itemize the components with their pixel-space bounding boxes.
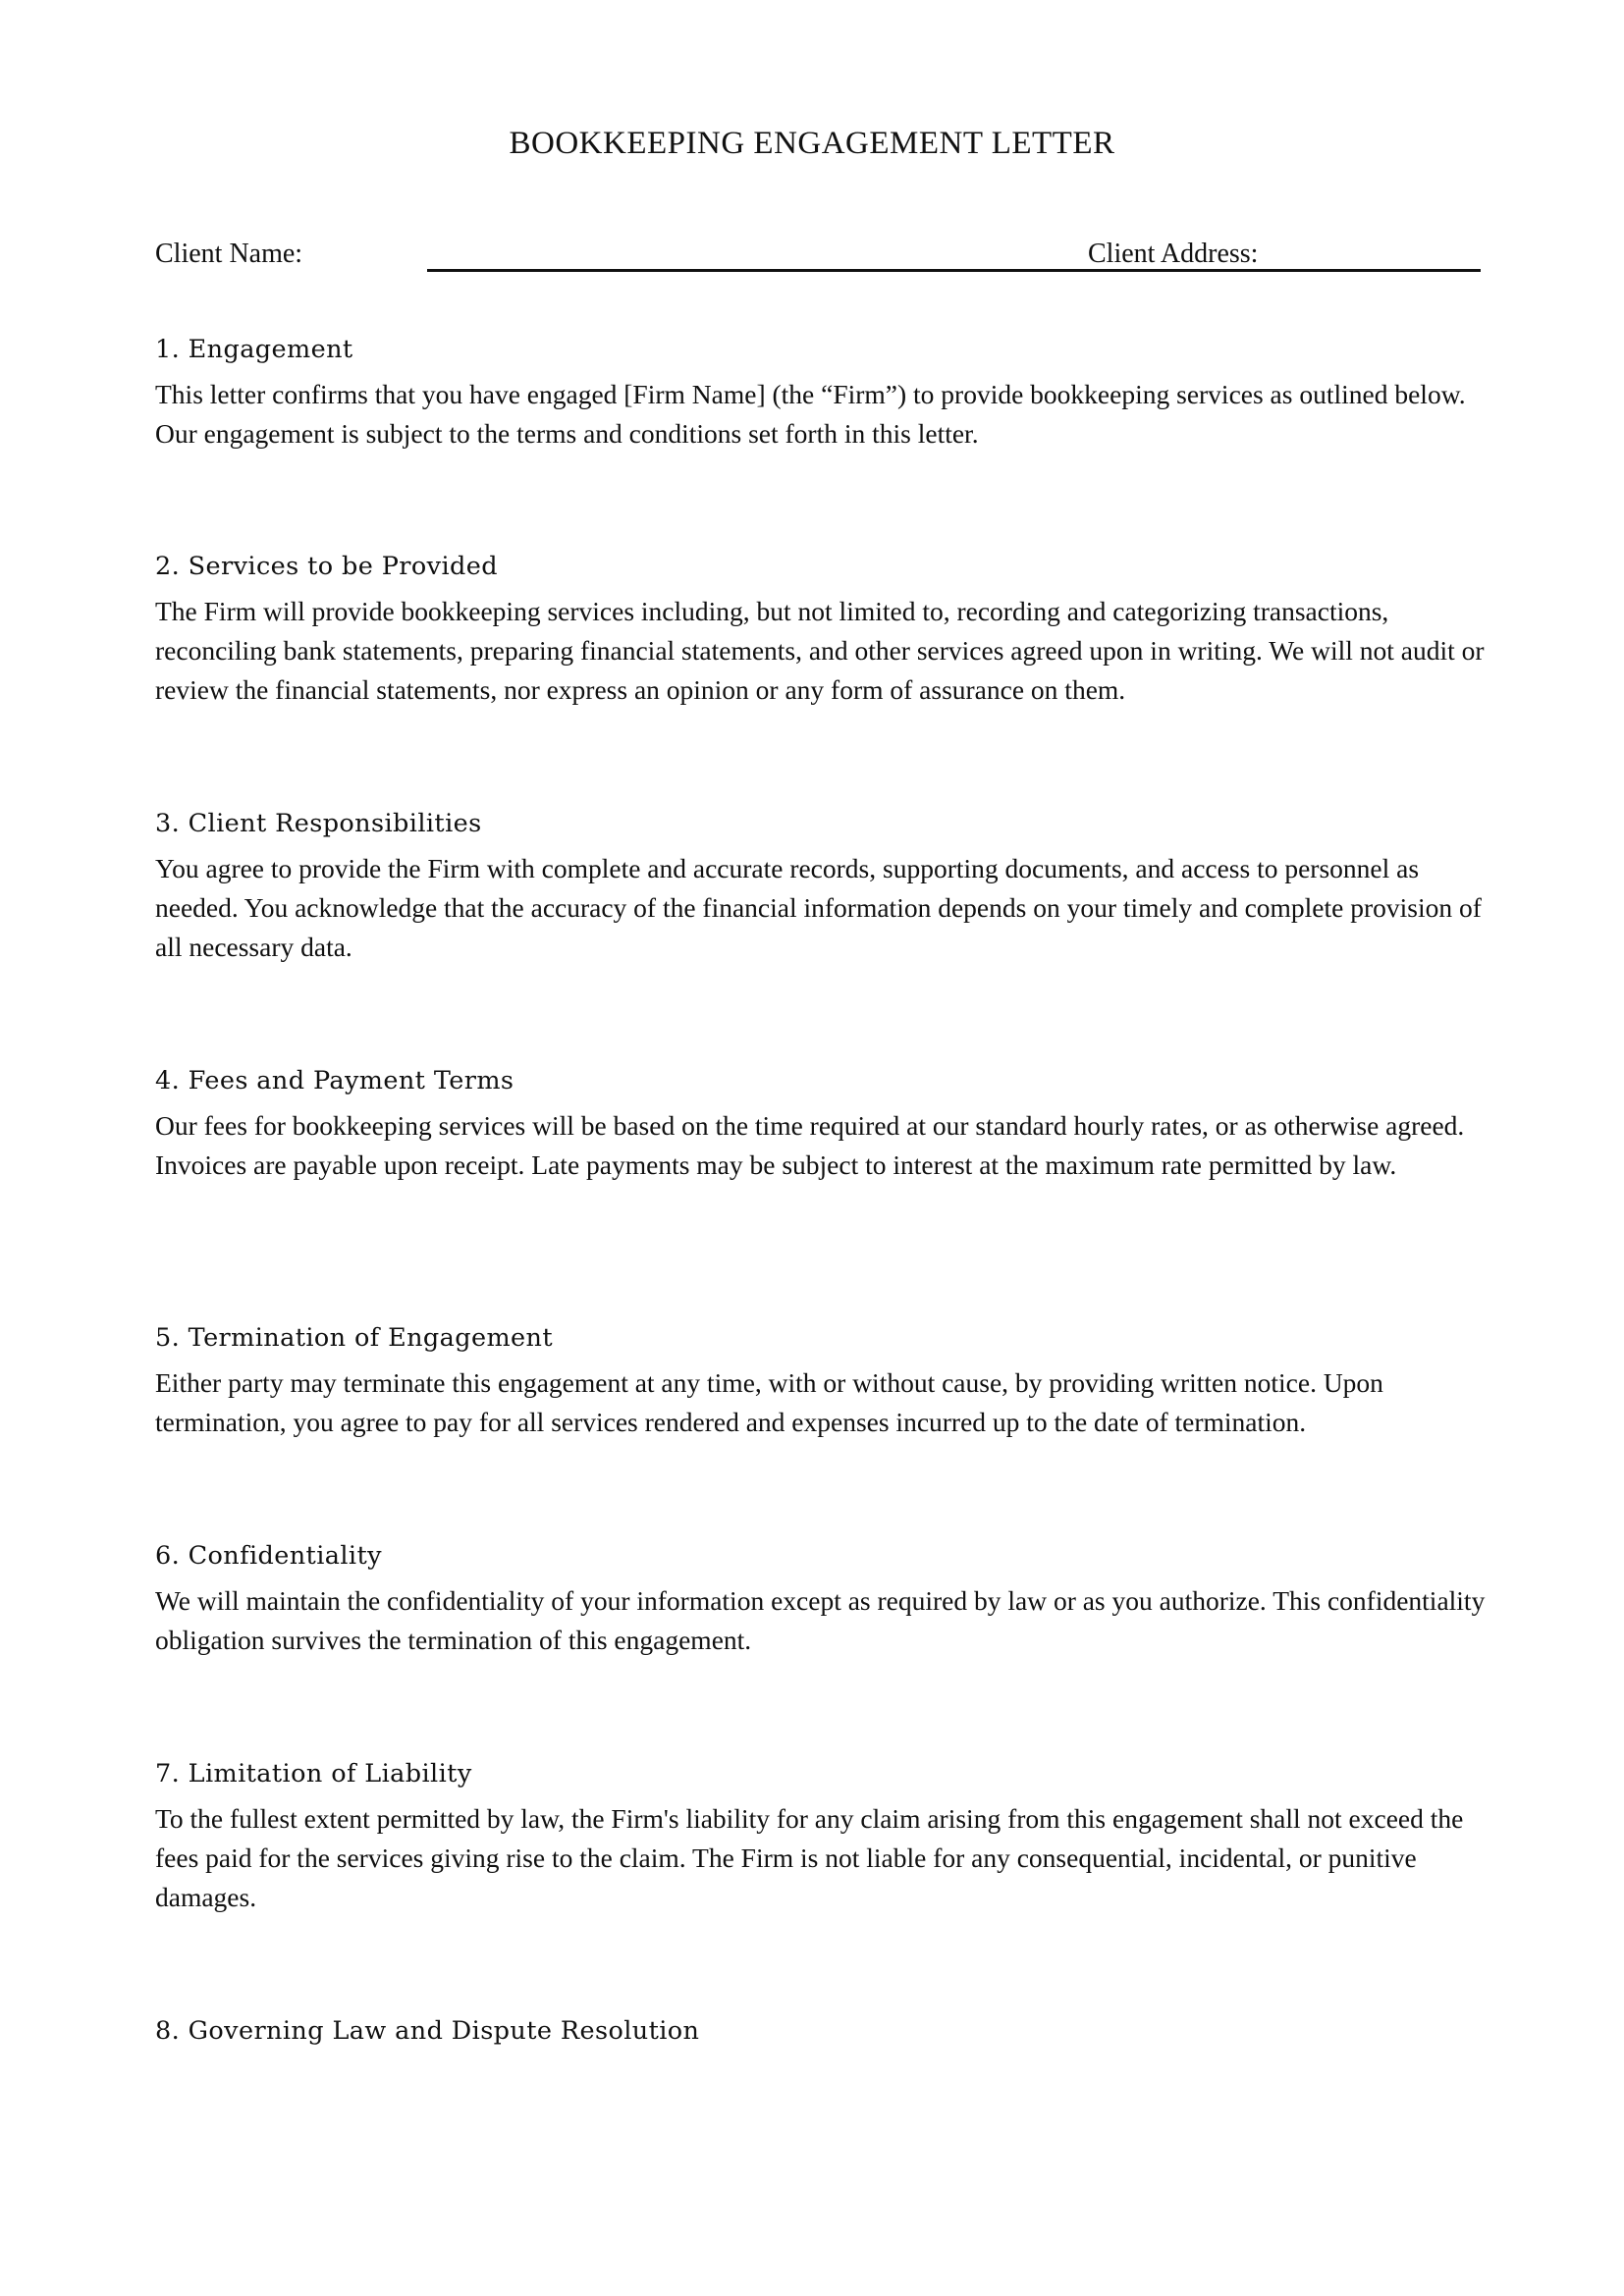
section-confidentiality: [155, 1538, 1486, 1660]
section-body: Either party may terminate this engagement at any time, with or without cause, by providing written notice. Upon termination, you agree to pay for all services rendered and expenses incurred up to the date of termination.: [155, 1367, 1383, 1437]
section-services: [155, 549, 1486, 710]
client-name-label: Client Name:: [155, 239, 303, 269]
section-body: The Firm will provide bookkeeping services including, but not limited to, recording and categorizing transactions, reconciling bank statements, preparing financial statements, and other services agreed upon in writing. We will not audit or review the financial statements, nor express an opinion or any form of assurance on them.: [155, 596, 1485, 705]
section-heading: 6. Confidentiality: [155, 1541, 382, 1571]
section-heading: 2. Services to be Provided: [155, 552, 498, 581]
client-address-label: Client Address:: [1088, 239, 1259, 269]
document-title: BOOKKEEPING ENGAGEMENT LETTER: [509, 126, 1115, 161]
section-heading: 8. Governing Law and Dispute Resolution: [155, 2016, 700, 2046]
section-termination: [155, 1320, 1486, 1442]
section-heading: 4. Fees and Payment Terms: [155, 1066, 514, 1095]
section-heading: 1. Engagement: [155, 335, 353, 364]
section-body: We will maintain the confidentiality of your information except as required by law or as you authorize. This confidentiality obligation survives the termination of this engagement.: [155, 1585, 1486, 1655]
section-limitation-of-liability: [155, 1756, 1486, 1917]
section-body: You agree to provide the Firm with complete and accurate records, supporting documents, and access to personnel as needed. You acknowledge that the accuracy of the financial information depends on your timely and complete provision of all necessary data.: [155, 853, 1482, 962]
section-body: Our fees for bookkeeping services will be based on the time required at our standard hourly rates, or as otherwise agreed. Invoices are payable upon receipt. Late payments may be subject to interest at the maximum rate permitted by law.: [155, 1110, 1465, 1180]
client-info-row: [155, 236, 1481, 275]
section-body: To the fullest extent permitted by law, the Firm's liability for any claim arising from this engagement shall not exceed the fees paid for the services giving rise to the claim. The Firm is not liable for any consequential, incidental, or punitive damages.: [155, 1803, 1464, 1912]
section-heading: 3. Client Responsibilities: [155, 809, 482, 838]
section-heading: 7. Limitation of Liability: [155, 1759, 472, 1789]
section-body: This letter confirms that you have engaged [Firm Name] (the “Firm”) to provide bookkeeping services as outlined below. Our engagement is subject to the terms and conditions set forth in this letter.: [155, 379, 1466, 449]
section-governing-law: [155, 2013, 1486, 2056]
client-fill-in-line: [427, 269, 1481, 272]
section-heading: 5. Termination of Engagement: [155, 1323, 554, 1353]
section-engagement: [155, 332, 1486, 454]
section-client-responsibilities: [155, 806, 1486, 967]
section-fees: [155, 1063, 1486, 1185]
